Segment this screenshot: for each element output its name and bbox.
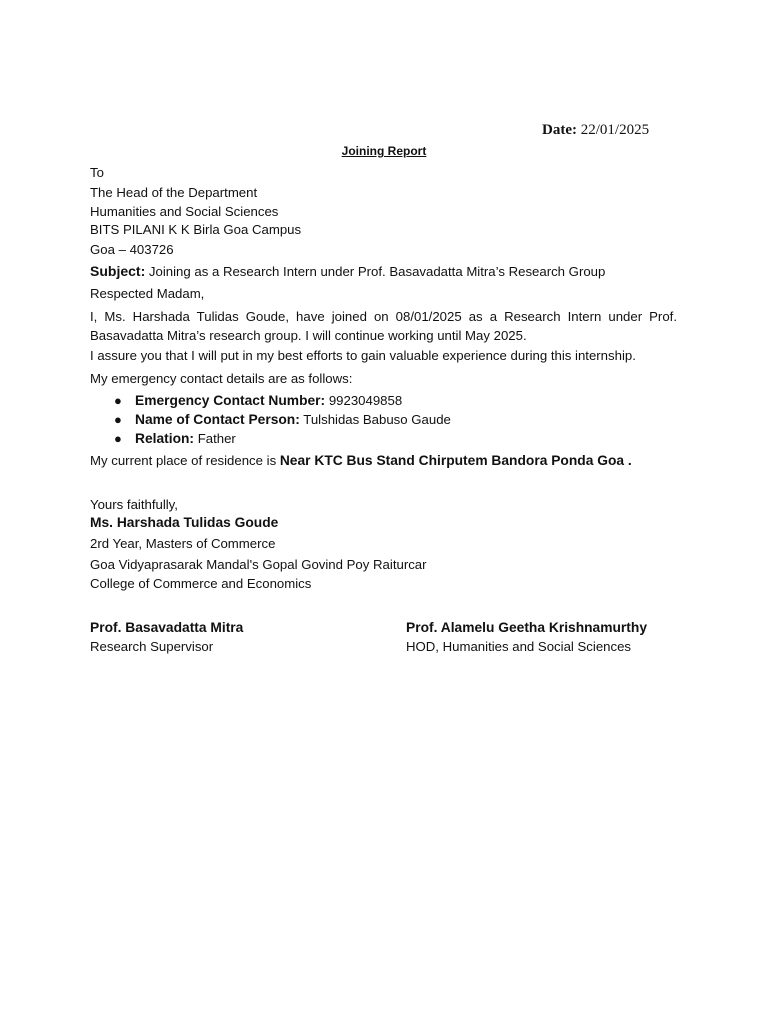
signatory-2-role: HOD, Humanities and Social Sciences (406, 639, 632, 654)
recipient-line-4: Goa – 403726 (90, 242, 174, 257)
bullet-value: Father (197, 431, 236, 446)
subject-label: Subject: (90, 263, 146, 279)
date-value: 22/01/2025 (580, 122, 650, 138)
subject-line (90, 262, 605, 281)
bullet-value: 9923049858 (328, 393, 403, 408)
signatory-1-name: Prof. Basavadatta Mitra (90, 620, 244, 635)
list-item (90, 429, 451, 448)
body-paragraph-1: I, Ms. Harshada Tulidas Goude, have joined on 08/01/2025 as a Research Intern under Prof. Basavadatta Mitra’s research group. I will continue working until May 2025. (90, 309, 677, 343)
residence-prefix: My current place of residence is (90, 453, 277, 468)
bullet-value: Tulshidas Babuso Gaude (303, 412, 451, 427)
recipient-line-2: Humanities and Social Sciences (90, 204, 279, 219)
list-item (90, 410, 451, 429)
residence-value: Near KTC Bus Stand Chirputem Bandora Ponda Goa . (279, 453, 632, 468)
bullet-icon: ● (114, 412, 122, 427)
date-line (542, 122, 649, 139)
recipient-to: To (90, 165, 104, 180)
sender-line-2: Goa Vidyaprasarak Mandal's Gopal Govind Poy Raiturcar (90, 557, 427, 572)
residence-line (90, 452, 632, 470)
bullet-icon: ● (114, 393, 122, 408)
bullet-label: Relation: (135, 431, 195, 446)
signatory-1-role: Research Supervisor (90, 639, 214, 654)
bullet-icon: ● (114, 431, 122, 446)
document-title: Joining Report (341, 144, 427, 158)
body-paragraph-2: I assure you that I will put in my best efforts to gain valuable experience during this internship. (90, 348, 636, 363)
emergency-contact-list (90, 391, 451, 448)
salutation: Respected Madam, (90, 286, 205, 301)
signatory-2-name: Prof. Alamelu Geetha Krishnamurthy (406, 620, 647, 635)
recipient-line-1: The Head of the Department (90, 185, 258, 200)
sender-line-3: College of Commerce and Economics (90, 576, 312, 591)
emergency-intro: My emergency contact details are as follows: (90, 371, 353, 386)
bullet-label: Emergency Contact Number: (135, 393, 326, 408)
bullet-label: Name of Contact Person: (135, 412, 300, 427)
recipient-line-3: BITS PILANI K K Birla Goa Campus (90, 222, 302, 237)
date-label: Date: (542, 122, 577, 138)
list-item (90, 391, 451, 410)
closing: Yours faithfully, (90, 497, 178, 512)
sender-line-1: 2rd Year, Masters of Commerce (90, 536, 276, 551)
subject-text: Joining as a Research Intern under Prof. Basavadatta Mitra’s Research Group (148, 264, 606, 279)
sender-name: Ms. Harshada Tulidas Goude (90, 515, 279, 530)
